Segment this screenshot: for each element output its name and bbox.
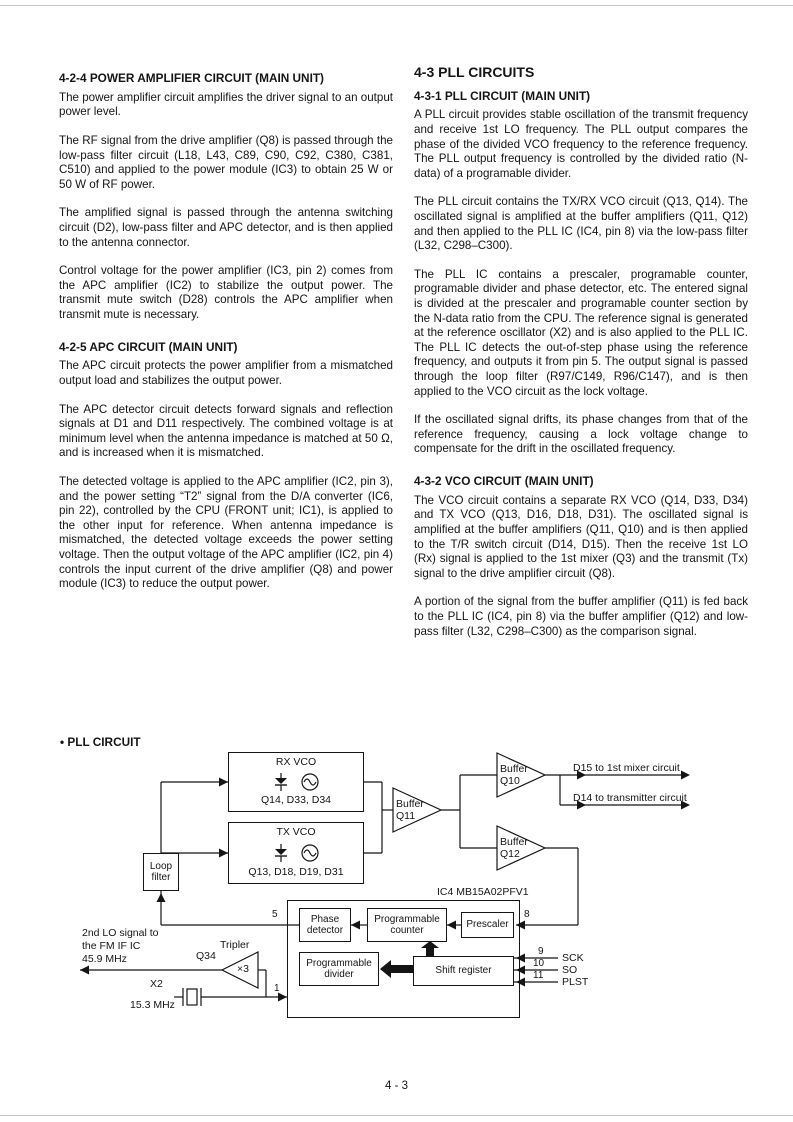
phase-detector-box: Phase detector bbox=[299, 908, 351, 942]
oscillator-icon bbox=[300, 772, 320, 792]
second-lo-note-line3: 45.9 MHz bbox=[82, 953, 127, 965]
paragraph: The PLL circuit contains the TX/RX VCO circuit (Q13, Q14). The oscillated signal is amplified at the buffer amplifiers (Q11, Q12) and then applied to the PLL IC (IC4, pin 8) via the low-pass filter (L32, C298–C300). bbox=[414, 195, 748, 253]
vco-symbols bbox=[272, 843, 320, 863]
tx-vco-parts: Q13, D18, D19, D31 bbox=[248, 866, 344, 879]
vco-symbols bbox=[272, 772, 320, 792]
section-heading: 4-3-1 PLL CIRCUIT (MAIN UNIT) bbox=[414, 88, 591, 103]
paragraph: The PLL IC contains a prescaler, programable counter, programable divider and phase detector, etc. The entered signal is divided at the prescaler and programable counter section by the N-data ratio from the CPU. The reference signal is generated at the reference oscillator (X2) and is also applied to the PLL IC. The PLL IC detects the out-of-step phase using the reference frequency, and outputs it from pin 5. The output signal is passed through the loop filter (R97/C149, R96/C147), and is then applied to the VCO circuit as the lock voltage. bbox=[414, 267, 748, 398]
diagram-title: • PLL CIRCUIT bbox=[60, 735, 141, 749]
paragraph: The APC detector circuit detects forward signals and reflection signals at D1 and D11 respectively. The combined voltage is at minimum level when the antenna impedance is matched at 50 Ω, and is increased when it is mismatched. bbox=[59, 402, 393, 460]
paragraph: The amplified signal is passed through the antenna switching circuit (D2), low-pass filter and APC detector, and is then applied to the antenna connector. bbox=[59, 206, 393, 249]
so-signal-label: SO bbox=[562, 964, 578, 976]
page-number: 4 - 3 bbox=[384, 1080, 408, 1092]
buffer-q12-label: Buffer Q12 bbox=[500, 836, 528, 861]
pin-9-label: 9 bbox=[538, 946, 544, 957]
tripler-gain-label: ×3 bbox=[237, 963, 249, 975]
paragraph: If the oscillated signal drifts, its phase changes from that of the reference frequency, causing a lock voltage change to compensate for the drift in the oscillated frequency. bbox=[414, 413, 748, 456]
section-heading: 4-2-4 POWER AMPLIFIER CIRCUIT (MAIN UNIT) bbox=[59, 71, 324, 85]
section-heading: 4-2-5 APC CIRCUIT (MAIN UNIT) bbox=[59, 339, 238, 354]
second-lo-note-line2: the FM IF IC bbox=[82, 940, 141, 952]
sck-signal-label: SCK bbox=[562, 952, 584, 964]
rx-vco-parts: Q14, D33, D34 bbox=[260, 794, 332, 807]
programmable-divider-box: Programmable divider bbox=[299, 952, 379, 986]
paragraph: The RF signal from the drive amplifier (Q8) is passed through the low-pass filter circuit (L18, L43, C89, C90, C92, C380, C381, C510) and applied to the power module (IC3) to obtain 25 W or 50 W of RF power. bbox=[59, 134, 393, 191]
d15-output-label: D15 to 1st mixer circuit bbox=[573, 762, 680, 774]
tx-vco-label: TX VCO bbox=[276, 826, 316, 838]
paragraph: The detected voltage is applied to the APC amplifier (IC2, pin 3), and the power setting “T2” signal from the D/A converter (IC6, pin 22), controlled by the CPU (FRONT unit; IC1), is applied to the other input for reference. When antenna impedance is mismatched, the detected voltage exceeds the power setting voltage. Then the output voltage of the APC amplifier (IC2, pin 4) controls the input current of the drive amplifier (Q8) and power module (IC3) to reduce the output power. bbox=[59, 475, 393, 591]
pin-8-label: 8 bbox=[524, 909, 530, 920]
paragraph: A portion of the signal from the buffer amplifier (Q11) is fed back to the PLL IC (IC4, pin 8) via the buffer amplifier (Q12) and low-pass filter (L32, C298–C300) as the comparison signal. bbox=[414, 595, 748, 638]
pin-11-label: 11 bbox=[533, 970, 544, 981]
tripler-label: Tripler bbox=[220, 939, 250, 951]
section-heading: 4-3-2 VCO CIRCUIT (MAIN UNIT) bbox=[414, 473, 594, 488]
paragraph: The power amplifier circuit amplifies the driver signal to an output power level. bbox=[59, 90, 393, 119]
crystal-freq-label: 15.3 MHz bbox=[130, 999, 175, 1011]
paragraph: Control voltage for the power amplifier (IC3, pin 2) comes from the APC amplifier (IC2) to stabilize the output power. The transmit mute switch (D28) controls the APC amplifier when transmit mute is necessary. bbox=[59, 264, 393, 321]
pin-1-label: 1 bbox=[274, 983, 280, 994]
second-lo-note-line1: 2nd LO signal to bbox=[82, 927, 159, 939]
rx-vco-box bbox=[228, 752, 364, 812]
buffer-q11-label: Buffer Q11 bbox=[396, 798, 424, 823]
prescaler-box: Prescaler bbox=[461, 912, 514, 938]
paragraph: The VCO circuit contains a separate RX VCO (Q14, D33, D34) and TX VCO (Q13, D16, D18, D31). The oscillated signal is amplified at the buffer amplifiers (Q11, Q10) and is then applied to the T/R switch circuit (D14, D15). Then the receive 1st LO (Rx) signal is applied to the 1st mixer (Q3) and the transmit (Tx) signal to the drive amplifier circuit (Q8). bbox=[414, 493, 748, 580]
tx-vco-box bbox=[228, 822, 364, 884]
buffer-q10-label: Buffer Q10 bbox=[500, 763, 528, 788]
shift-register-box: Shift register bbox=[413, 956, 514, 986]
pin-5-label: 5 bbox=[272, 909, 278, 920]
loop-filter-box: Loop filter bbox=[143, 853, 179, 891]
paragraph: A PLL circuit provides stable oscillation of the transmit frequency and receive 1st LO frequency. The PLL output compares the phase of the divided VCO frequency to the reference frequency. The PLL output frequency is controlled by the divided ratio (N-data) of a programable divider. bbox=[414, 108, 748, 180]
plst-signal-label: PLST bbox=[562, 976, 589, 988]
rx-vco-label: RX VCO bbox=[275, 756, 317, 768]
varactor-diode-icon bbox=[272, 843, 290, 863]
chapter-heading: 4-3 PLL CIRCUITS bbox=[414, 64, 535, 80]
varactor-diode-icon bbox=[272, 772, 290, 792]
tripler-q34-label: Q34 bbox=[196, 950, 216, 962]
crystal-x2-label: X2 bbox=[150, 978, 163, 990]
paragraph: The APC circuit protects the power amplifier from a mismatched output load and stabilizes the output power. bbox=[59, 359, 393, 388]
pin-10-label: 10 bbox=[533, 958, 545, 969]
programmable-counter-box: Programmable counter bbox=[367, 908, 447, 942]
oscillator-icon bbox=[300, 843, 320, 863]
crystal-symbol bbox=[183, 988, 201, 1006]
ic4-label: IC4 MB15A02PFV1 bbox=[437, 886, 529, 898]
d14-output-label: D14 to transmitter circuit bbox=[573, 792, 687, 804]
